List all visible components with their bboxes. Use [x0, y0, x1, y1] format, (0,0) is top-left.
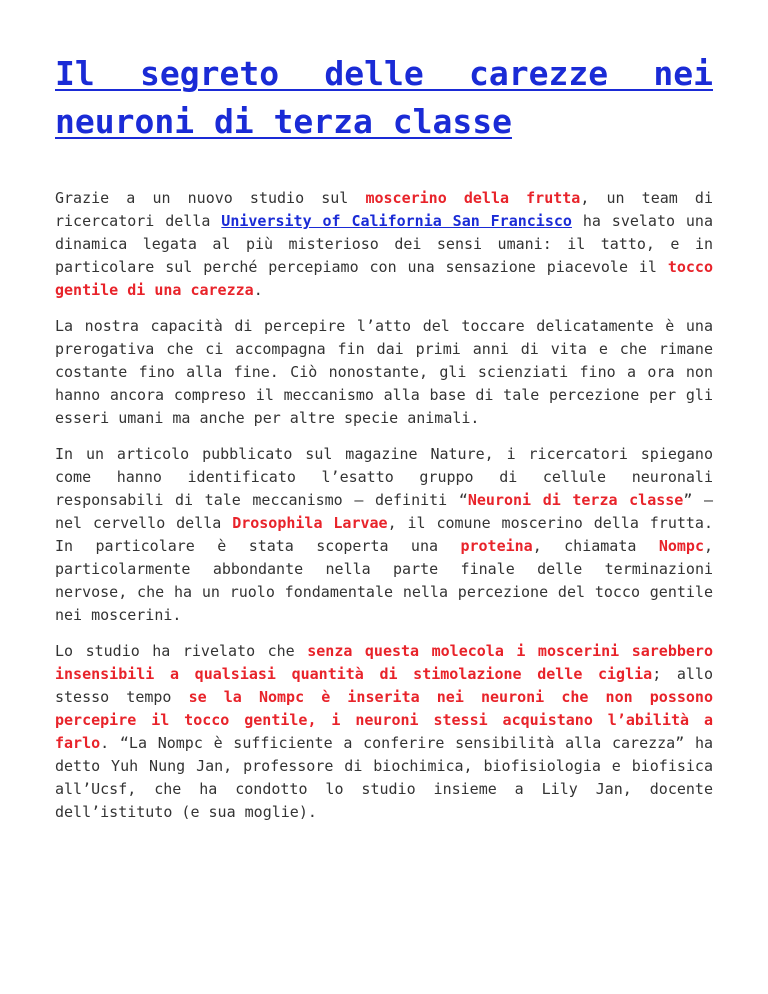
p3-text-1: In un articolo pubblicato sul magazine Nature, i ricercatori spiegano come hanno identificato l’esatto gruppo di cellule neuronali responsabili di tale meccanismo – definiti “: [55, 445, 713, 509]
article-title-link[interactable]: Il segreto delle carezze nei neuroni di terza classe: [55, 54, 713, 141]
p4-text-1: Lo studio ha rivelato che: [55, 642, 308, 660]
paragraph-4: [55, 640, 713, 824]
p2-text-1: La nostra capacità di percepire l’atto del toccare delicatamente è una prerogativa che ci accompagna fin dai primi anni di vita e che rimane costante fino alla fine. Ciò nonostante, gli scienziati fino a ora non hanno ancora compreso il meccanismo alla base di tale percezione per gli esseri umani ma anche per altre specie animali.: [55, 317, 713, 427]
paragraph-1: [55, 187, 713, 302]
p3-text-5: , particolarmente abbondante nella parte finale delle terminazioni nervose, che ha un ruolo fondamentale nella percezione del tocco gentile nei moscerini.: [55, 537, 714, 624]
p1-highlight-fruit-fly: moscerino della frutta: [365, 189, 581, 207]
p3-highlight-class-three-neurons: Neuroni di terza classe: [467, 491, 684, 509]
p1-text-3: ha svelato una dinamica legata al più misterioso dei sensi umani: il tatto, e in particolare sul perché percepiamo con una sensazione piacevole il: [55, 212, 713, 276]
p1-highlight-gentle-touch: tocco gentile di una carezza: [55, 258, 713, 299]
p4-highlight-nompc-inserted: se la Nompc è inserita nei neuroni che non possono percepire il tocco gentile, i neuroni stessi acquistano l’abilità a farlo: [55, 688, 713, 752]
p1-text-2: , un team di ricercatori della: [55, 189, 713, 230]
paragraph-2: [55, 315, 713, 430]
article: [55, 50, 713, 837]
p3-text-2: ” – nel cervello della: [55, 491, 714, 532]
p3-highlight-drosophila: Drosophila Larvae: [232, 514, 388, 532]
article-title: [55, 50, 713, 146]
p1-text-1: Grazie a un nuovo studio sul: [55, 189, 366, 207]
p4-text-2: ; allo stesso tempo: [55, 665, 713, 706]
paragraph-3: [55, 443, 713, 627]
p3-text-3: , il comune moscerino della frutta. In particolare è stata scoperta una: [55, 514, 713, 555]
p3-highlight-nompc: Nompc: [658, 537, 704, 555]
p3-highlight-protein: proteina: [460, 537, 533, 555]
p3-text-4: , chiamata: [532, 537, 659, 555]
p1-text-4: .: [253, 281, 263, 299]
p4-highlight-insensitive: senza questa molecola i moscerini sarebbero insensibili a qualsiasi quantità di stimolazione delle ciglia: [55, 642, 713, 683]
p4-text-3: . “La Nompc è sufficiente a conferire sensibilità alla carezza” ha detto Yuh Nung Jan, professore di biochimica, biofisiologia e biofisica all’Ucsf, che ha condotto lo studio insieme a Lily Jan, docente dell’istituto (e sua moglie).: [55, 734, 713, 821]
ucsf-link[interactable]: University of California San Francisco: [221, 212, 572, 230]
